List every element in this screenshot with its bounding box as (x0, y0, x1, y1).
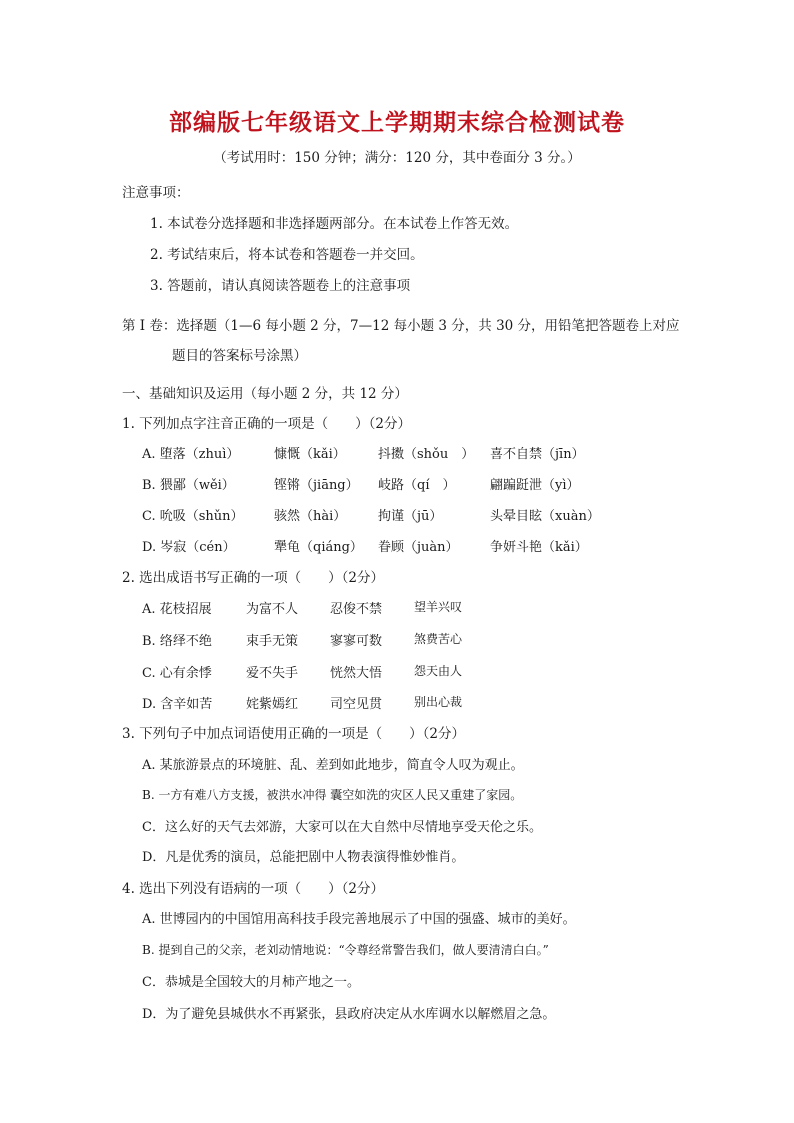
q2-option-c-word4: 怨天由人 (414, 664, 463, 678)
q4-option-d: D．为了避免县城供水不再紧张，县政府决定从水库调水以解燃眉之急。 (142, 1007, 556, 1022)
q1-option-b-word2: 铿锵（jiāng） (274, 478, 359, 493)
q2-option-d-word1: D. 含辛如苦 (142, 697, 213, 712)
q2-option-d-word3: 司空见贯 (330, 697, 383, 712)
q1-option-a-word4: 喜不自禁（jīn） (490, 447, 585, 462)
q2-option-c-word1: C. 心有余悸 (142, 666, 212, 681)
q1-option-d-word3: 眷顾（juàn） (378, 540, 459, 555)
q3-option-c: C．这么好的天气去郊游，大家可以在大自然中尽情地享受天伦之乐。 (142, 820, 542, 835)
notice-heading: 注意事项： (122, 185, 190, 201)
question-3-stem: 3. 下列句子中加点词语使用正确的一项是（ ）（2分） (122, 726, 466, 742)
notice-item: 1. 本试卷分选择题和非选择题两部分。在本试卷上作答无效。 (150, 216, 519, 232)
q4-option-b: B. 提到自己的父亲，老刘动情地说：“令尊经常警告我们，做人要清清白白。” (142, 943, 549, 957)
q2-option-c-word3: 恍然大悟 (330, 666, 383, 681)
q1-option-b-word4: 翩蹁跹泄（yì） (490, 478, 580, 493)
q2-option-b-word4: 煞费苦心 (414, 632, 463, 646)
notice-item: 3. 答题前，请认真阅读答题卷上的注意事项 (150, 278, 411, 294)
question-2-stem: 2. 选出成语书写正确的一项（ ）（2分） (122, 570, 385, 586)
q1-option-d-word2: 犟龟（qiáng） (274, 540, 363, 555)
q1-option-a-word1: A. 堕落（zhuì） (142, 447, 240, 462)
q2-option-c-word2: 爱不失手 (246, 666, 299, 681)
q3-option-b: B. 一方有难八方支援，被洪水冲得 囊空如洗的灾区人民又重建了家园。 (142, 788, 523, 802)
q1-option-a-word3: 抖擞（shǒu ） (378, 447, 475, 462)
exam-title: 部编版七年级语文上学期期末综合检测试卷 (169, 110, 625, 136)
q2-option-a-word2: 为富不人 (246, 602, 299, 617)
q1-option-c-word4: 头晕目眩（xuàn） (490, 509, 600, 524)
q1-option-d-word4: 争妍斗艳（kǎi） (490, 540, 588, 555)
exam-subtitle: （考试用时：150 分钟；满分：120 分，其中卷面分 3 分。） (213, 150, 581, 166)
q1-option-c-word3: 拘谨（jū） (378, 509, 443, 524)
q2-option-b-word2: 束手无策 (246, 634, 299, 649)
q2-option-a-word3: 忍俊不禁 (330, 602, 383, 617)
part1-instruction: 第 I 卷：选择题（1—6 每小题 2 分，7—12 每小题 3 分，共 30 分，用铅笔把答题卷上对应 (122, 318, 680, 334)
part1-instruction-cont: 题目的答案标号涂黑） (172, 348, 307, 364)
q1-option-b-word3: 岐路（qí ） (378, 478, 456, 493)
q3-option-a: A. 某旅游景点的环境脏、乱、差到如此地步，简直令人叹为观止。 (142, 758, 524, 773)
q2-option-d-word4: 别出心裁 (414, 695, 463, 709)
q1-option-c-word2: 骇然（hài） (274, 509, 347, 524)
notice-item: 2. 考试结束后，将本试卷和答题卷一并交回。 (150, 247, 424, 263)
q2-option-a-word4: 望羊兴叹 (414, 600, 463, 614)
q4-option-c: C．恭城是全国较大的月柿产地之一。 (142, 975, 360, 990)
q2-option-a-word1: A. 花枝招展 (142, 602, 212, 617)
section1-heading: 一、基础知识及运用（每小题 2 分，共 12 分） (122, 386, 408, 402)
q3-option-d: D．凡是优秀的演员，总能把剧中人物表演得惟妙惟肖。 (142, 850, 465, 865)
q2-option-b-word1: B. 络绎不绝 (142, 634, 212, 649)
q4-option-a: A. 世博园内的中国馆用高科技手段完善地展示了中国的强盛、城市的美好。 (142, 912, 576, 927)
q1-option-b-word1: B. 猥鄙（wěi） (142, 478, 235, 493)
q1-option-a-word2: 慷慨（kǎi） (274, 447, 346, 462)
q1-option-c-word1: C. 吮吸（shǔn） (142, 509, 244, 524)
question-4-stem: 4. 选出下列没有语病的一项（ ）（2分） (122, 881, 385, 897)
q2-option-d-word2: 姹紫嫣红 (246, 697, 299, 712)
question-1-stem: 1. 下列加点字注音正确的一项是（ ）（2分） (122, 416, 412, 432)
q2-option-b-word3: 寥寥可数 (330, 634, 383, 649)
q1-option-d-word1: D. 岑寂（cén） (142, 540, 236, 555)
